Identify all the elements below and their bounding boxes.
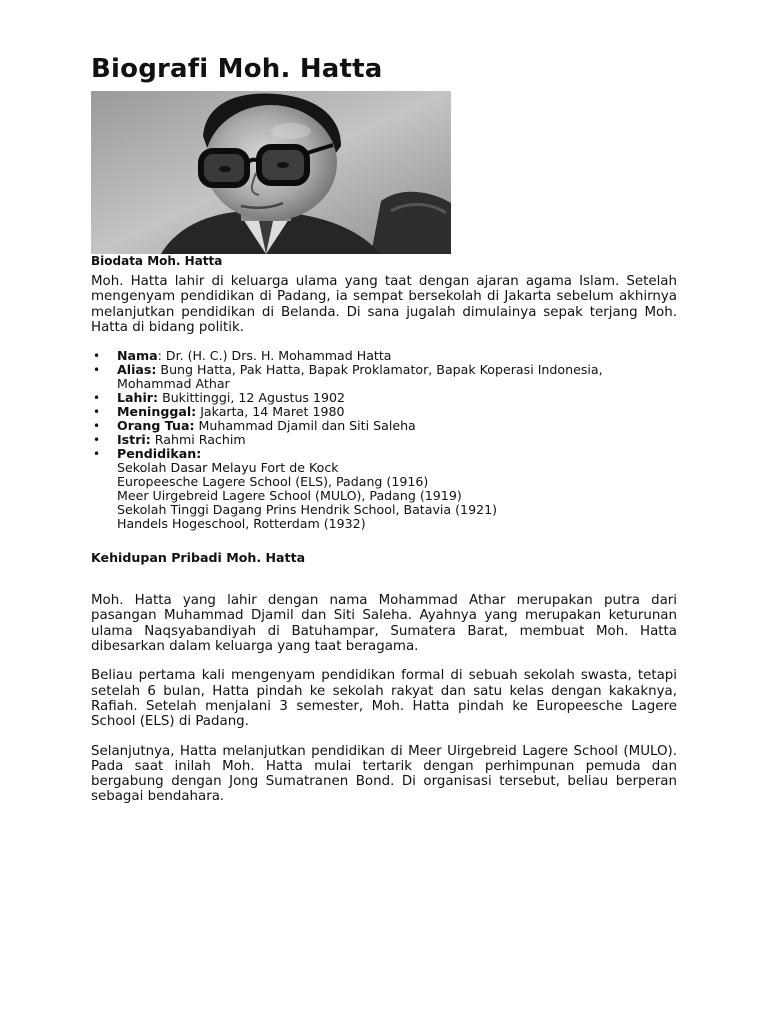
- biodata-label: Pendidikan:: [117, 446, 202, 462]
- bullet-icon: •: [93, 405, 101, 420]
- list-item: [91, 433, 677, 447]
- list-item: [91, 349, 677, 363]
- education-item: Meer Uirgebreid Lagere School (MULO), Padang (1919): [117, 488, 462, 504]
- bullet-icon: •: [93, 363, 101, 378]
- biodata-value: Jakarta, 14 Maret 1980: [196, 404, 345, 420]
- biodata-value: Muhammad Djamil dan Siti Saleha: [194, 418, 416, 434]
- education-item: Sekolah Tinggi Dagang Prins Hendrik School, Batavia (1921): [117, 502, 498, 518]
- biodata-label: Alias:: [117, 362, 157, 378]
- biodata-label: Nama: [117, 348, 158, 364]
- bullet-icon: •: [93, 419, 101, 434]
- education-item: Sekolah Dasar Melayu Fort de Kock: [117, 460, 339, 476]
- biodata-label: Lahir:: [117, 390, 159, 406]
- biodata-value: Rahmi Rachim: [150, 432, 246, 448]
- biodata-label: Istri:: [117, 432, 151, 448]
- bullet-icon: •: [93, 391, 101, 406]
- body-paragraph: Moh. Hatta yang lahir dengan nama Mohammad Athar merupakan putra dari pasangan Muhammad Djamil dan Siti Saleha. Ayahnya yang merupakan keturunan ulama Naqsyabandiyah di Batuhampar, Sumatera Barat, membuat Moh. Hatta dibesarkan dalam keluarga yang taat beragama.: [91, 593, 677, 655]
- document-page: [91, 52, 677, 805]
- biodata-value: Bung Hatta, Pak Hatta, Bapak Proklamator, Bapak Koperasi Indonesia, Mohammad Athar: [117, 362, 603, 392]
- portrait-photo: [91, 91, 451, 254]
- biodata-label: Meninggal:: [117, 404, 197, 420]
- section-heading: Kehidupan Pribadi Moh. Hatta: [91, 550, 306, 566]
- list-item: [91, 447, 677, 531]
- education-item: Europeesche Lagere School (ELS), Padang (1916): [117, 474, 429, 490]
- bullet-icon: •: [93, 349, 101, 364]
- list-item: [91, 391, 677, 405]
- biodata-list: [91, 349, 677, 531]
- list-item: [91, 419, 677, 433]
- page-title: Biografi Moh. Hatta: [91, 54, 383, 84]
- list-item: [91, 405, 677, 419]
- body-paragraph: Selanjutnya, Hatta melanjutkan pendidikan di Meer Uirgebreid Lagere School (MULO). Pada saat inilah Moh. Hatta mulai tertarik dengan perhimpunan pemuda dan bergabung dengan Jong Sumatranen Bond. Di organisasi tersebut, beliau berperan sebagai bendahara.: [91, 743, 677, 805]
- bullet-icon: •: [93, 447, 101, 462]
- bullet-icon: •: [93, 433, 101, 448]
- intro-paragraph: Moh. Hatta lahir di keluarga ulama yang taat dengan ajaran agama Islam. Setelah mengenyam pendidikan di Padang, ia sempat bersekolah di Jakarta sebelum akhirnya melanjutkan pendidikan di Belanda. Di sana jugalah dimulainya sepak terjang Moh. Hatta di bidang politik.: [91, 274, 677, 335]
- body-paragraph: Beliau pertama kali mengenyam pendidikan formal di sebuah sekolah swasta, tetapi setelah 6 bulan, Hatta pindah ke sekolah rakyat dan satu kelas dengan kakaknya, Rafiah. Setelah menjalani 3 semester, Moh. Hatta pindah ke Europeesche Lagere School (ELS) di Padang.: [91, 668, 677, 730]
- biodata-value: Bukittinggi, 12 Agustus 1902: [158, 390, 346, 406]
- photo-caption: Biodata Moh. Hatta: [91, 254, 223, 268]
- portrait-illustration: [91, 91, 451, 254]
- list-item: [91, 363, 677, 391]
- biodata-label: Orang Tua:: [117, 418, 195, 434]
- biodata-value: : Dr. (H. C.) Drs. H. Mohammad Hatta: [157, 348, 392, 364]
- education-item: Handels Hogeschool, Rotterdam (1932): [117, 516, 366, 532]
